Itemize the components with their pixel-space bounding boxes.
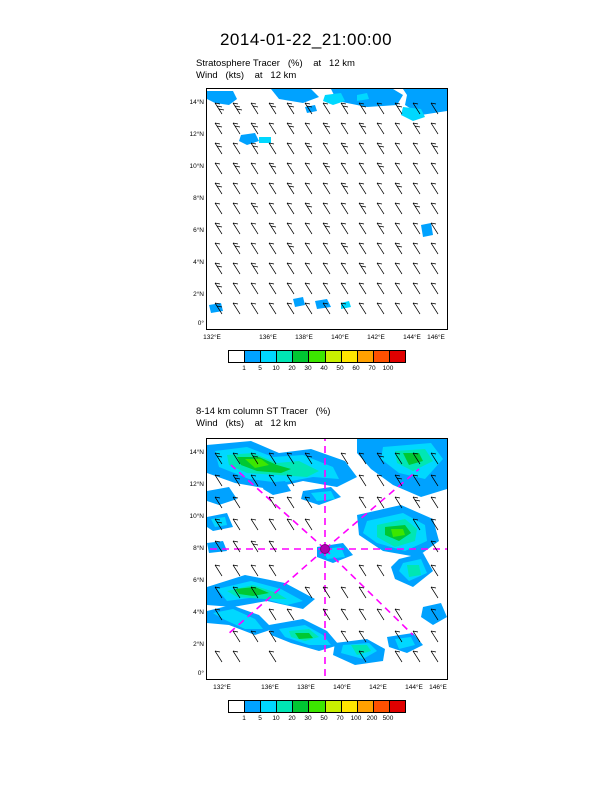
lower-ytick-2N: 2°N <box>193 641 204 648</box>
upper-xtick-146E: 146°E <box>427 334 445 341</box>
lower-ytick-14N: 14°N <box>189 449 204 456</box>
lower-xtick-144E: 144°E <box>405 684 423 691</box>
lower-colorbar-swatches <box>228 700 406 713</box>
lower-cb-tick-5: 50 <box>320 715 328 722</box>
cb2-swatch-8 <box>358 701 374 712</box>
lower-xtick-146E: 146°E <box>429 684 447 691</box>
lower-ytick-10N: 10°N <box>189 513 204 520</box>
upper-xtick-136E: 136°E <box>259 334 277 341</box>
cb2-swatch-3 <box>277 701 293 712</box>
upper-panel-title-line2: Wind (kts) at 12 km <box>196 70 297 81</box>
lower-cb-tick-4: 30 <box>304 715 312 722</box>
upper-cb-tick-5: 40 <box>320 365 328 372</box>
lower-ytick-0: 0° <box>197 670 204 677</box>
lower-cb-tick-6: 70 <box>336 715 344 722</box>
lower-plot-svg <box>207 439 447 679</box>
lower-xtick-140E: 140°E <box>333 684 351 691</box>
cb2-swatch-9 <box>374 701 390 712</box>
cb2-swatch-1 <box>245 701 261 712</box>
upper-ytick-4N: 4°N <box>193 259 204 266</box>
upper-xtick-144E: 144°E <box>403 334 421 341</box>
upper-xtick-138E: 138°E <box>295 334 313 341</box>
upper-xtick-132E: 132°E <box>203 334 221 341</box>
lower-xtick-138E: 138°E <box>297 684 315 691</box>
lower-ytick-8N: 8°N <box>193 545 204 552</box>
lower-panel-title-line1: 8-14 km column ST Tracer (%) <box>196 406 331 417</box>
upper-ytick-8N: 8°N <box>193 195 204 202</box>
lower-cb-tick-7: 100 <box>350 715 362 722</box>
cb2-swatch-5 <box>309 701 325 712</box>
cb2-swatch-7 <box>342 701 358 712</box>
upper-ytick-0: 0° <box>197 320 204 327</box>
lower-ytick-6N: 6°N <box>193 577 204 584</box>
lower-cb-tick-8: 200 <box>366 715 378 722</box>
cb2-swatch-0 <box>229 701 245 712</box>
lower-cb-tick-0: 1 <box>242 715 246 722</box>
storm-center-marker <box>321 545 330 554</box>
upper-cb-tick-9: 100 <box>382 365 394 372</box>
cb2-swatch-6 <box>326 701 342 712</box>
upper-cb-tick-1: 5 <box>258 365 262 372</box>
page-title: 2014-01-22_21:00:00 <box>219 30 393 49</box>
cb2-swatch-4 <box>293 701 309 712</box>
lower-xtick-132E: 132°E <box>213 684 231 691</box>
upper-cb-tick-2: 10 <box>272 365 280 372</box>
lower-ytick-4N: 4°N <box>193 609 204 616</box>
upper-panel-title-line1: Stratosphere Tracer (%) at 12 km <box>196 58 355 69</box>
upper-ytick-12N: 12°N <box>189 131 204 138</box>
upper-cb-tick-6: 50 <box>336 365 344 372</box>
lower-colorbar <box>228 700 406 727</box>
lower-cb-tick-1: 5 <box>258 715 262 722</box>
upper-ytick-6N: 6°N <box>193 227 204 234</box>
lower-panel-title-line2: Wind (kts) at 12 km <box>196 418 297 429</box>
upper-cb-tick-3: 20 <box>288 365 296 372</box>
lower-xtick-142E: 142°E <box>369 684 387 691</box>
upper-cb-tick-8: 70 <box>368 365 376 372</box>
upper-ytick-10N: 10°N <box>189 163 204 170</box>
lower-cb-tick-9: 500 <box>382 715 394 722</box>
upper-ytick-14N: 14°N <box>189 99 204 106</box>
lower-colorbar-ticks <box>228 715 404 727</box>
lower-cb-tick-2: 10 <box>272 715 280 722</box>
upper-cb-tick-0: 1 <box>242 365 246 372</box>
lower-ytick-12N: 12°N <box>189 481 204 488</box>
lower-cb-tick-3: 20 <box>288 715 296 722</box>
lower-xtick-136E: 136°E <box>261 684 279 691</box>
upper-xtick-140E: 140°E <box>331 334 349 341</box>
cb2-swatch-2 <box>261 701 277 712</box>
upper-xtick-142E: 142°E <box>367 334 385 341</box>
lower-plot-area <box>206 438 448 680</box>
upper-cb-tick-4: 30 <box>304 365 312 372</box>
cb2-swatch-10 <box>390 701 405 712</box>
upper-cb-tick-7: 60 <box>352 365 360 372</box>
upper-ytick-2N: 2°N <box>193 291 204 298</box>
